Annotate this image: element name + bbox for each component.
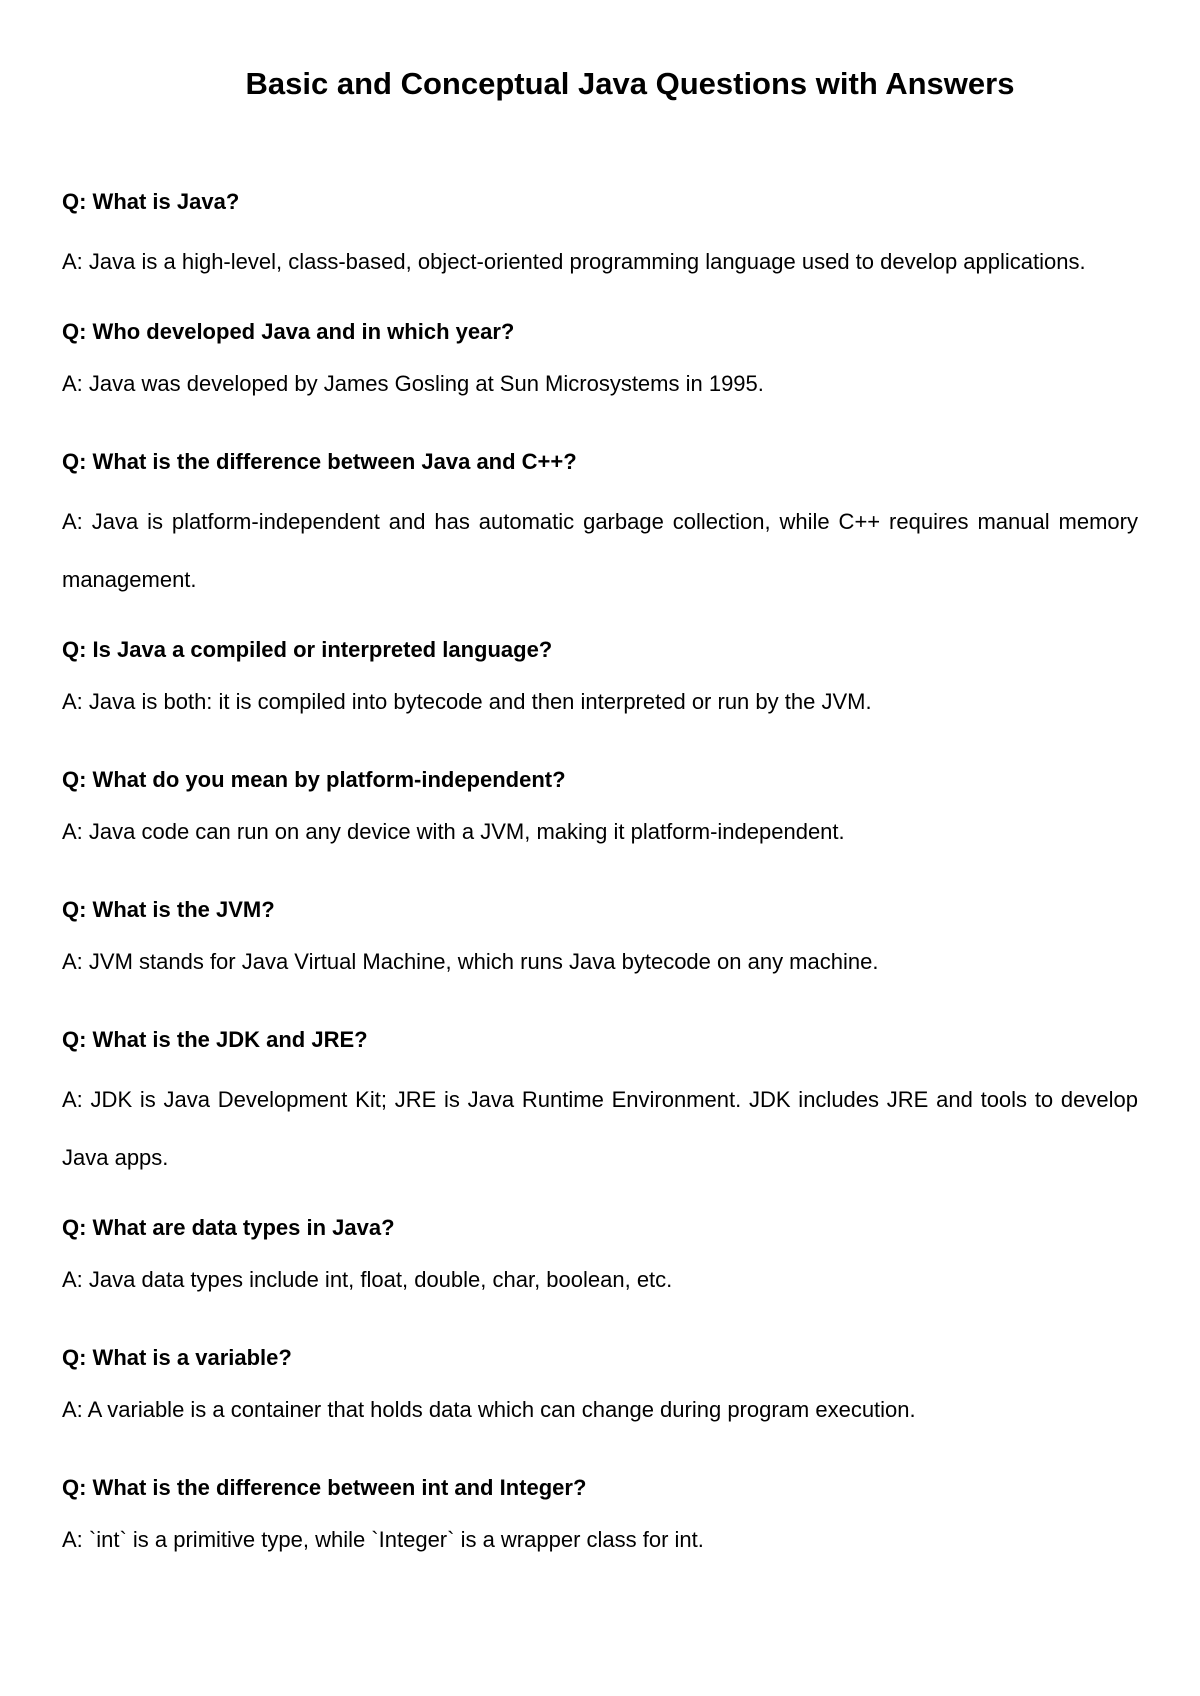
- question: Q: What is the difference between int and Integer?: [62, 1475, 587, 1500]
- qa-item-compiled-interpreted: [62, 631, 1138, 721]
- qa-item-developer: [62, 313, 1138, 403]
- answer: A: A variable is a container that holds data which can change during program execution.: [62, 1397, 916, 1422]
- question: Q: What is Java?: [62, 189, 240, 214]
- qa-item-variable: [62, 1339, 1138, 1429]
- qa-list: [62, 183, 1138, 1599]
- answer: A: `int` is a primitive type, while `Integer` is a wrapper class for int.: [62, 1527, 704, 1552]
- qa-item-java: [62, 183, 1138, 291]
- question: Q: What are data types in Java?: [62, 1215, 395, 1240]
- qa-item-int-integer: [62, 1469, 1138, 1559]
- qa-item-platform-independent: [62, 761, 1138, 851]
- answer: A: JVM stands for Java Virtual Machine, which runs Java bytecode on any machine.: [62, 949, 879, 974]
- qa-item-jvm: [62, 891, 1138, 981]
- document-title: Basic and Conceptual Java Questions with Answers: [245, 66, 1015, 101]
- answer: A: Java code can run on any device with a JVM, making it platform-independent.: [62, 819, 845, 844]
- qa-item-jdk-jre: [62, 1021, 1138, 1187]
- question: Q: What is the JDK and JRE?: [62, 1027, 368, 1052]
- question: Q: Is Java a compiled or interpreted language?: [62, 637, 553, 662]
- question: Q: What is the JVM?: [62, 897, 275, 922]
- answer: A: Java data types include int, float, double, char, boolean, etc.: [62, 1267, 673, 1292]
- qa-item-data-types: [62, 1209, 1138, 1299]
- answer: A: Java is a high-level, class-based, object-oriented programming language used to develop applications.: [62, 249, 1086, 274]
- question: Q: What do you mean by platform-independent?: [62, 767, 566, 792]
- answer: A: Java is platform-independent and has automatic garbage collection, while C++ requires manual memory management.: [62, 509, 1138, 592]
- qa-item-java-vs-cpp: [62, 443, 1138, 609]
- answer: A: JDK is Java Development Kit; JRE is Java Runtime Environment. JDK includes JRE and tools to develop Java apps.: [62, 1087, 1138, 1170]
- question: Q: What is the difference between Java and C++?: [62, 449, 577, 474]
- answer: A: Java is both: it is compiled into bytecode and then interpreted or run by the JVM.: [62, 689, 872, 714]
- question: Q: Who developed Java and in which year?: [62, 319, 515, 344]
- question: Q: What is a variable?: [62, 1345, 292, 1370]
- answer: A: Java was developed by James Gosling at Sun Microsystems in 1995.: [62, 371, 764, 396]
